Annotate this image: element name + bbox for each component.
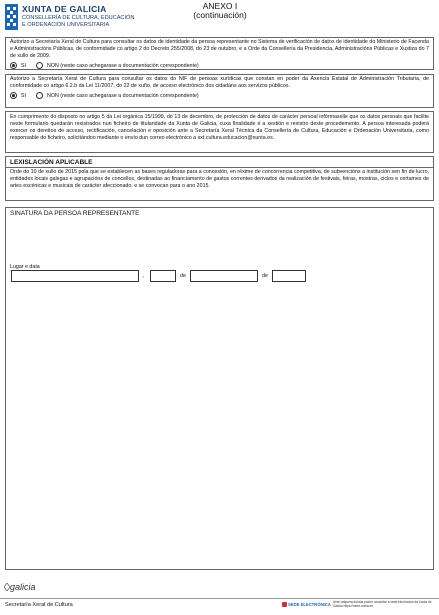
radio-no-identity[interactable]	[36, 62, 43, 69]
radio-no-label: NON (neste caso achegarase a documentación correspondente)	[47, 92, 199, 99]
logo-sub-line-1: CONSELLERÍA DE CULTURA, EDUCACIÓN	[22, 15, 135, 21]
sede-electronica-label: SEDE ELECTRÓNICA	[288, 602, 331, 607]
logo-sub-line-2: E ORDENACIÓN UNIVERSITARIA	[22, 21, 110, 28]
radio-no-label: NON (neste caso achegarase a documentación correspondente)	[47, 62, 199, 69]
annex-title	[180, 2, 260, 20]
consent-nif-options	[6, 92, 433, 99]
consent-identity-text: Autorizo a Secretaría Xeral de Cultura para consultar os datos de identidade da persoa representante no Sistema de verificación de datos de identidade do Ministerio de Facenda e Administracións Públicas, de conformidade co artigo 2 do Decreto 255/2008, do 23 de outubro, e a Orde da Consellería da Presidencia, Administracións Públicas e Xustiza do 7 de xullo de 2009.	[10, 39, 429, 60]
annex-label: ANEXO I	[202, 1, 238, 11]
place-date-label: Lugar e data	[10, 264, 40, 270]
legislation-text: Orde do 10 de xullo de 2015 pola que se establecen as bases reguladoras para a concesión, en réxime de concorrencia competitiva, de subvencións a institución sen fin de lucro, entidades locais galegas e agrupacións de concellos, destinadas ao financiamento de gastos correntes derivados da realización de festivais, feiras, mostras, ciclos e certames de artes escénicas e musicais de carácter afeccionado, e se convocan para o ano 2015.	[10, 169, 429, 190]
consent-nif-box	[5, 74, 434, 108]
month-field[interactable]	[190, 270, 258, 282]
data-protection-box	[5, 111, 434, 153]
signature-box	[5, 207, 434, 570]
radio-yes-label: SI	[21, 92, 27, 99]
de-separator-1: de	[180, 273, 186, 279]
radio-yes-nif[interactable]	[10, 92, 17, 99]
consent-identity-box	[5, 37, 434, 70]
radio-no-nif[interactable]	[36, 92, 43, 99]
footer-divider	[0, 598, 439, 599]
comma-separator: ,	[143, 273, 145, 279]
xunta-emblem-icon	[5, 4, 18, 30]
data-protection-text: En cumprimento do disposto no artigo 5 da Lei orgánica 15/1999, do 13 de decembro, de protección de datos de carácter persoal infórmaselle que os datos persoais que facilite neste formulario quedarán rexistrados nun ficheiro de titularidade da Xunta de Galicia, cuxa finalidade é a xestión e rexistro deste procedemento. A persoa interesada poderá exercer os dereitos de acceso, rectificación, cancelación e oposición ante a Secretaría Xeral Técnica da Consellería de Cultura, Educación e Ordenación Universitaria, como responsable do ficheiro, solicitándoo mediante o envío dun correo electrónico a sxt.cultura.educacion@xunta.es.	[10, 114, 429, 142]
xunta-logo	[5, 3, 175, 33]
annex-continuation: (continuación)	[193, 10, 247, 20]
day-field[interactable]	[150, 270, 176, 282]
galicia-footer-logo: galicia	[10, 582, 36, 592]
year-field[interactable]	[272, 270, 306, 282]
consent-nif-text: Autorizo a Secretaría Xeral de Cultura para consultar os datos do NIF de persoas xurídicas que constan en poder da Axencia Estatal de Administración Tributaria, de conformidade co artigo 6.2.b da Lei 11/2007, do 22 de xuño, de acceso electrónico dos cidadáns aos servizos públicos.	[10, 76, 429, 90]
logo-subtitle	[22, 15, 134, 28]
sede-electronica-icon	[282, 602, 287, 607]
radio-yes-identity[interactable]	[10, 62, 17, 69]
footer-department: Secretaría Xeral de Cultura	[5, 602, 73, 608]
place-field[interactable]	[11, 270, 139, 282]
legislation-heading: LEXISLACIÓN APLICABLE	[10, 159, 93, 166]
radio-yes-label: SI	[21, 62, 27, 69]
legislation-box	[5, 156, 434, 201]
consent-identity-options	[6, 62, 433, 69]
sede-electronica-text: Ante calquera dúbida poden consultar a sede electrónica da Xunta de Galicia https://sede.xunta.es	[333, 600, 432, 608]
signature-title: SINATURA DA PERSOA REPRESENTANTE	[10, 210, 140, 217]
de-separator-2: de	[262, 273, 268, 279]
logo-title: XUNTA DE GALICIA	[22, 4, 107, 14]
